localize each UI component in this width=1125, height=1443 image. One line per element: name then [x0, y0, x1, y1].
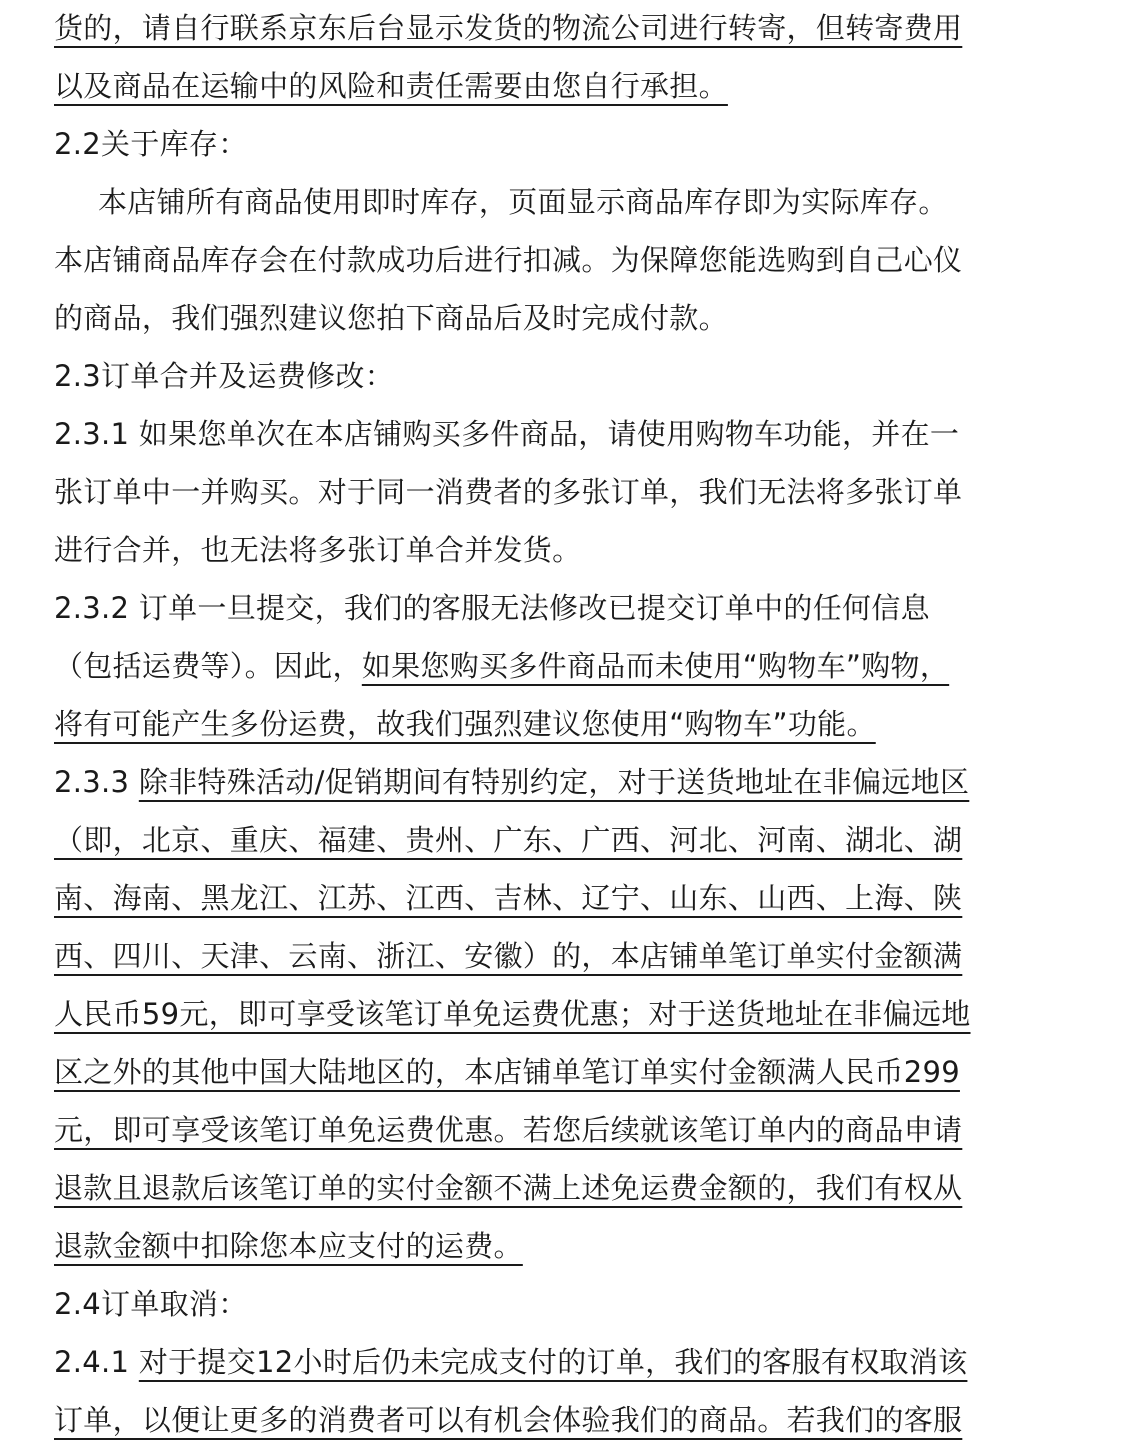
underlined-text: 西、四川、天津、云南、浙江、安徽）的，本店铺单笔订单实付金额满 [54, 939, 963, 973]
line-24 [54, 1344, 967, 1380]
line-19 [54, 1054, 960, 1090]
text-segment: 2.4.1 [54, 1345, 139, 1379]
underlined-text: 如果您购买多件商品而未使用“购物车”购物， [361, 649, 950, 683]
line-08 [54, 416, 959, 452]
line-21 [54, 1170, 962, 1206]
line-16 [54, 880, 962, 916]
underlined-text: （即，北京、重庆、福建、贵州、广东、广西、河北、河南、湖北、湖 [54, 823, 963, 857]
underlined-text: 除非特殊活动/促销期间有特别约定，对于送货地址在非偏远地区 [138, 765, 970, 799]
text-segment: 2.3.3 [54, 765, 139, 799]
text-segment: 2.3订单合并及运费修改： [54, 359, 395, 393]
line-09 [54, 474, 962, 510]
line-02 [54, 68, 728, 104]
underlined-text: 退款金额中扣除您本应支付的运费。 [54, 1229, 523, 1263]
heading-2-3 [54, 358, 394, 394]
line-01 [54, 10, 962, 46]
line-14 [54, 764, 969, 800]
underlined-text: 对于提交12小时后仍未完成支付的订单，我们的客服有权取消该 [138, 1345, 968, 1379]
underlined-text: 区之外的其他中国大陆地区的，本店铺单笔订单实付金额满人民币299 [54, 1055, 960, 1089]
underlined-text: 订单，以便让更多的消费者可以有机会体验我们的商品。若我们的客服 [54, 1403, 963, 1437]
text-segment: （包括运费等）。因此， [54, 649, 362, 683]
text-segment: 2.2关于库存： [54, 127, 248, 161]
line-25 [54, 1402, 962, 1438]
text-segment: 的商品，我们强烈建议您拍下商品后及时完成付款。 [54, 301, 728, 335]
line-10 [54, 532, 581, 568]
line-18 [54, 996, 971, 1032]
text-segment: 本店铺商品库存会在付款成功后进行扣减。为保障您能选购到自己心仪 [54, 243, 963, 277]
line-20 [54, 1112, 962, 1148]
underlined-text: 货的，请自行联系京东后台显示发货的物流公司进行转寄，但转寄费用 [54, 11, 963, 45]
text-segment: 张订单中一并购买。对于同一消费者的多张订单，我们无法将多张订单 [54, 475, 963, 509]
underlined-text: 以及商品在运输中的风险和责任需要由您自行承担。 [54, 69, 728, 103]
line-04 [98, 184, 948, 220]
underlined-text: 将有可能产生多份运费，故我们强烈建议您使用“购物车”功能。 [54, 707, 876, 741]
line-06 [54, 300, 728, 336]
text-segment: 2.3.1 如果您单次在本店铺购买多件商品，请使用购物车功能，并在一 [54, 417, 960, 451]
underlined-text: 人民币59元，即可享受该笔订单免运费优惠；对于送货地址在非偏远地 [54, 997, 971, 1031]
heading-2-4 [54, 1286, 248, 1322]
text-segment: 2.3.2 订单一旦提交，我们的客服无法修改已提交订单中的任何信息 [54, 591, 930, 625]
line-22 [54, 1228, 523, 1264]
underlined-text: 南、海南、黑龙江、江苏、江西、吉林、辽宁、山东、山西、上海、陕 [54, 881, 963, 915]
line-17 [54, 938, 962, 974]
line-13 [54, 706, 876, 742]
text-segment: 本店铺所有商品使用即时库存，页面显示商品库存即为实际库存。 [98, 185, 948, 219]
text-segment: 2.4订单取消： [54, 1287, 248, 1321]
heading-2-2 [54, 126, 248, 162]
underlined-text: 退款且退款后该笔订单的实付金额不满上述免运费金额的，我们有权从 [54, 1171, 963, 1205]
line-05 [54, 242, 962, 278]
line-15 [54, 822, 962, 858]
line-11 [54, 590, 930, 626]
underlined-text: 元，即可享受该笔订单免运费优惠。若您后续就该笔订单内的商品申请 [54, 1113, 963, 1147]
line-12 [54, 648, 949, 684]
text-segment: 进行合并，也无法将多张订单合并发货。 [54, 533, 582, 567]
